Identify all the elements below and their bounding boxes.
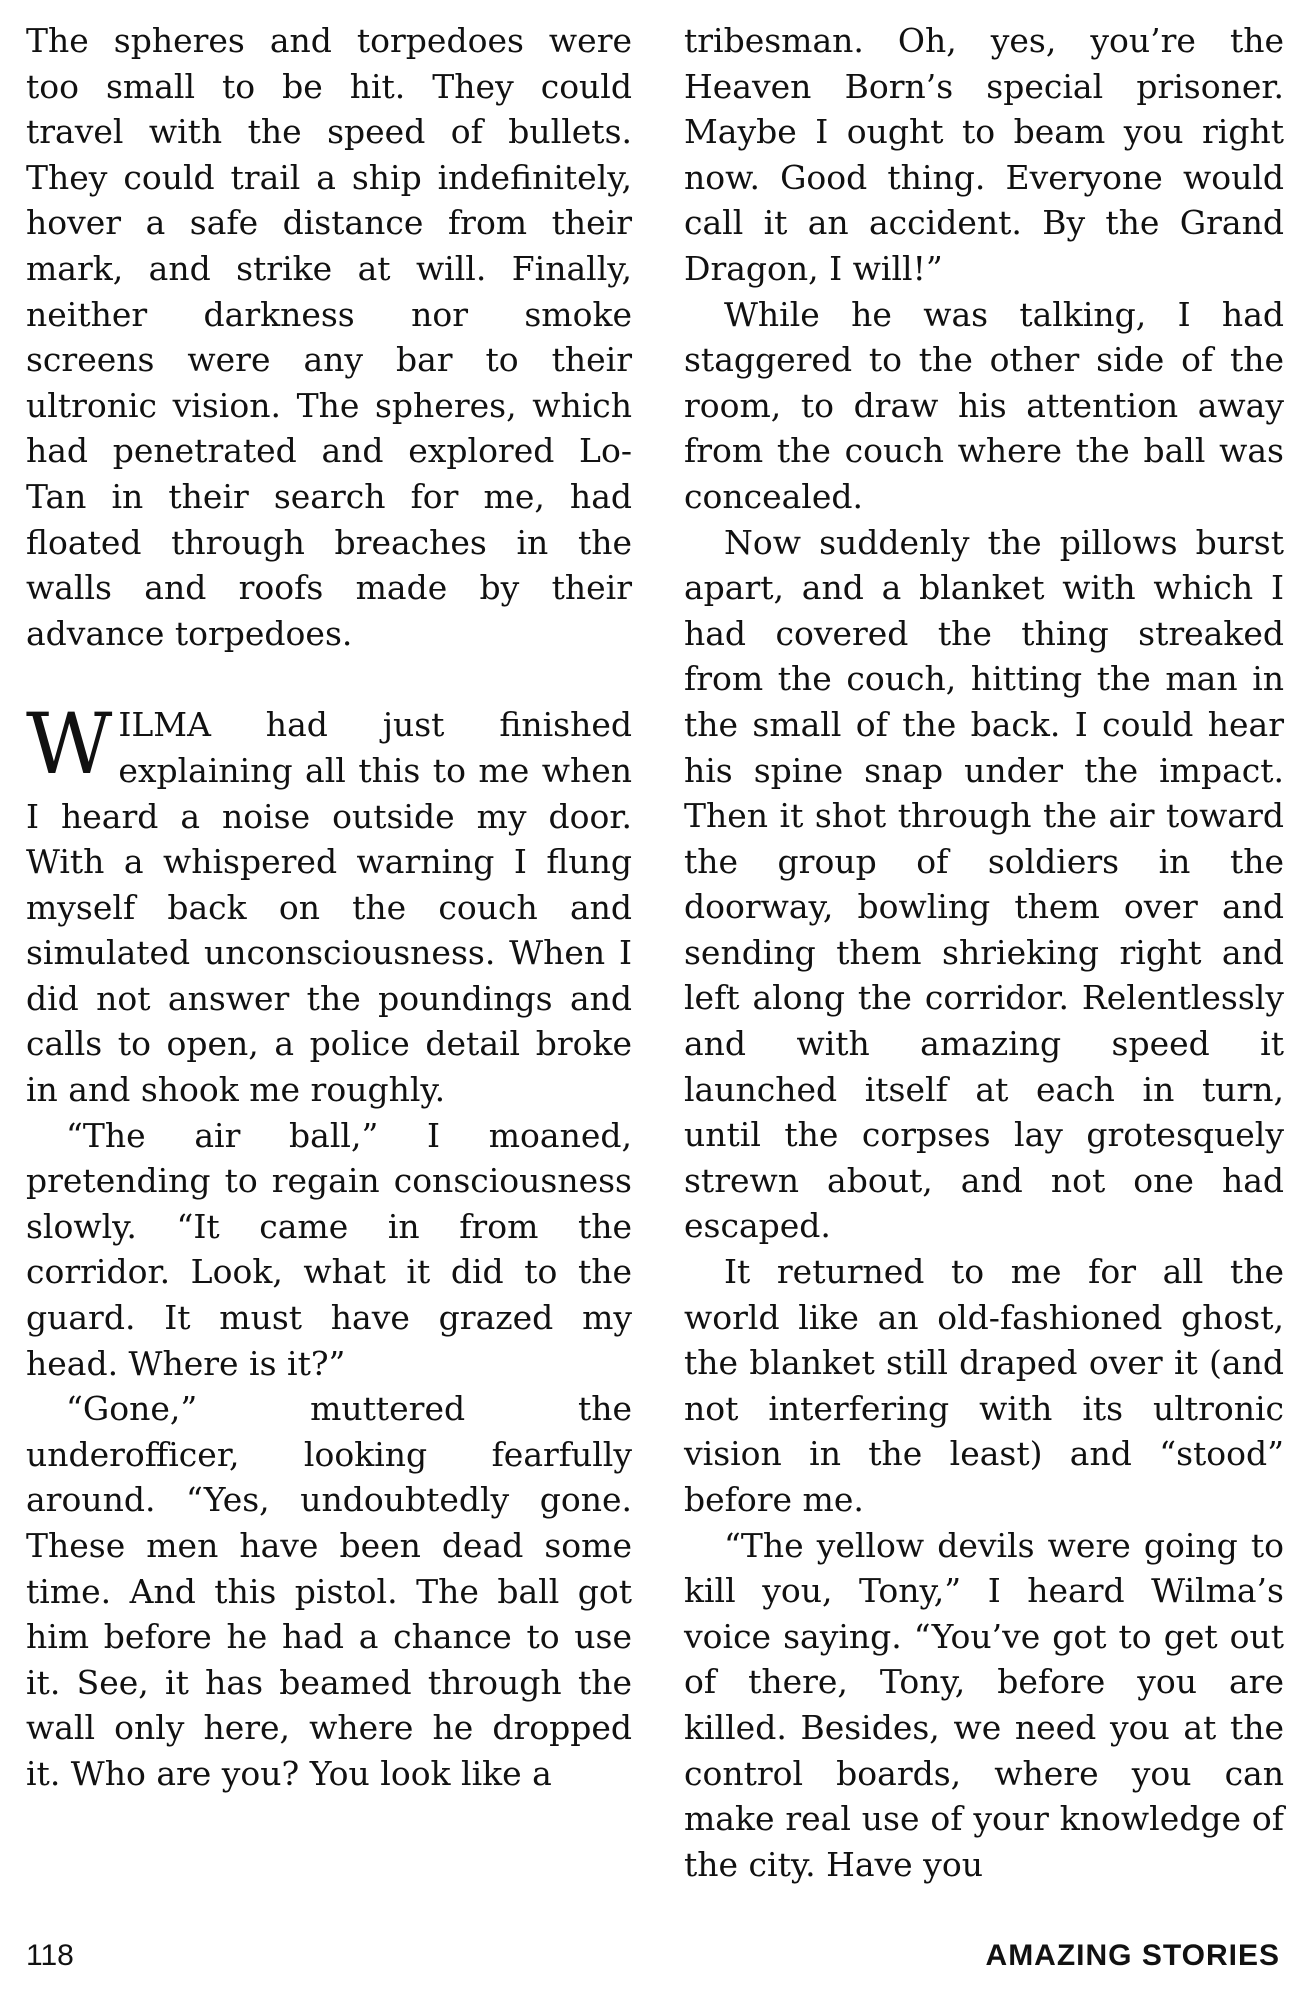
paragraph: Now suddenly the pillows burst apart, and a blanket with which I had covered the thing streaked from the couch, hitting the man in the small of the back. I could hear his spine snap under the impact. Then it shot through the air toward the group of soldiers in the doorway, bowling them over and sending them shrieking right and left along the corridor. Relentlessly and with amazing speed it launched itself at each in turn, until the corpses lay grotesquely strewn about, and not one had escaped.	[684, 522, 1284, 1246]
paragraph: “The air ball,” I moaned, pretending to regain consciousness slowly. “It came in from the corridor. Look, what it did to the guard. It must have grazed my head. Where is it?”	[26, 1115, 632, 1383]
paragraph: The spheres and torpedoes were too small to be hit. They could travel with the speed of bullets. They could trail a ship indefinitely, hover a safe distance from their mark, and strike at will. Finally, neither darkness nor smoke screens were any bar to their ultronic vision. The spheres, which had penetrated and explored Lo-Tan in their search for me, had floated through breaches in the walls and roofs made by their advance torpedoes.	[26, 21, 632, 653]
paragraph: While he was talking, I had staggered to the other side of the room, to draw his attention away from the couch where the ball was concealed.	[684, 294, 1284, 516]
paragraph-text: ILMA had just finished explaining all this to me when I heard a noise outside my door. With a whispered warning I flung myself back on the couch and simulated unconsciousness. When I did not answer the poundings and calls to open, a police detail broke in and shook me roughly.	[26, 705, 632, 1110]
drop-cap: W	[26, 695, 113, 794]
page-number: 118	[26, 1939, 74, 1972]
right-column	[684, 18, 1284, 1887]
paragraph: tribesman. Oh, yes, you’re the Heaven Born’s special prisoner. Maybe I ought to beam you right now. Good thing. Everyone would call it an accident. By the Grand Dragon, I will!”	[684, 21, 1284, 288]
magazine-title: AMAZING STORIES	[985, 1939, 1280, 1972]
paragraph: It returned to me for all the world like an old-fashioned ghost, the blanket still draped over it (and not interfering with its ultronic vision in the least) and “stood” before me.	[684, 1252, 1284, 1519]
dropcap-paragraph	[26, 695, 632, 1112]
paragraph: “Gone,” muttered the underofficer, looking fearfully around. “Yes, undoubtedly gone. These men have been dead some time. And this pistol. The ball got him before he had a chance to use it. See, it has beamed through the wall only here, where he dropped it. Who are you? You look like a	[26, 1389, 632, 1793]
paragraph: “The yellow devils were going to kill you, Tony,” I heard Wilma’s voice saying. “You’ve got to get out of there, Tony, before you are killed. Besides, we need you at the control boards, where you can make real use of your knowledge of the city. Have you	[684, 1525, 1284, 1884]
left-column	[26, 18, 632, 1797]
